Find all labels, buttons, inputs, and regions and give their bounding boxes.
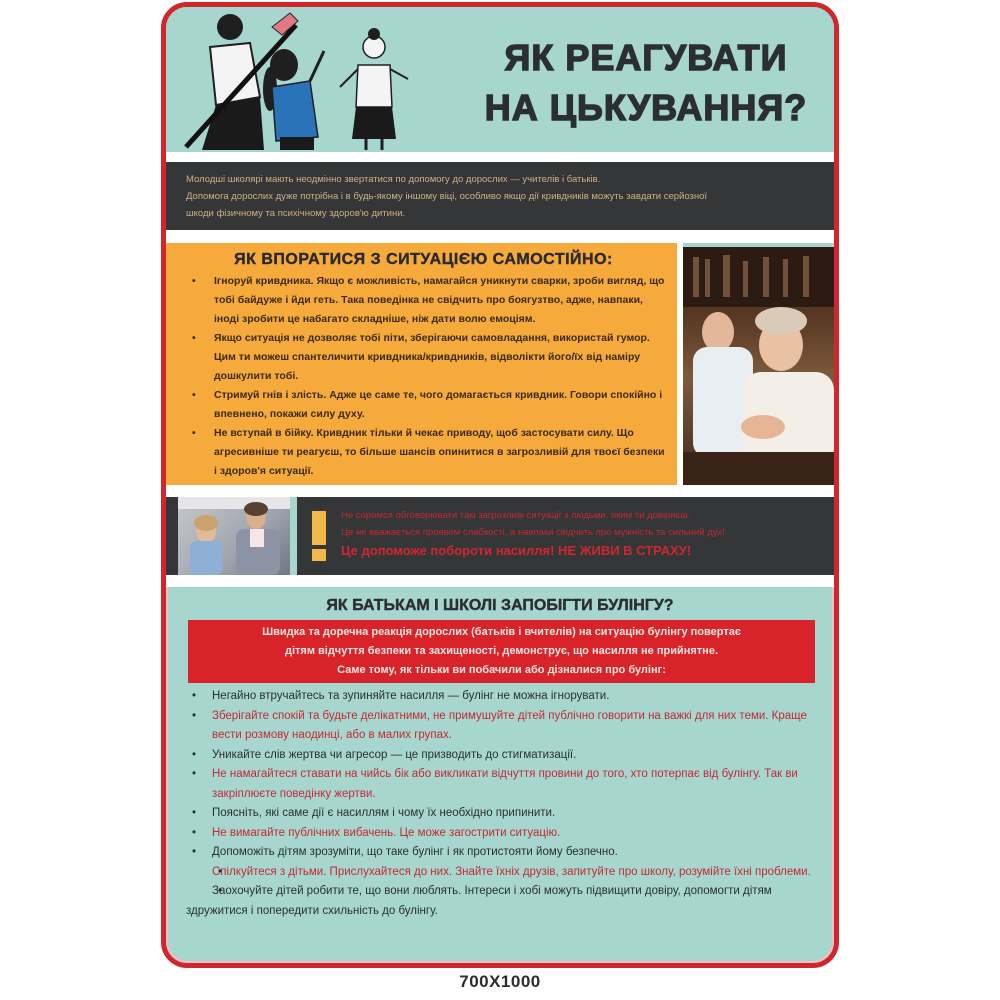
list-item: • Ігноруй кривдника. Якщо є можливість, намагайся уникнути сварки, зроби вигляд, що тобі байдуже і йди геть. Така поведінка не свідчить про боягузтво, адже, навпаки, іноді зробити це набагато складніше, ніж дати волю емоціям.	[178, 272, 669, 329]
bullying-illustration-icon	[172, 7, 442, 150]
callout-line: Швидка та доречна реакція дорослих (батьків і вчителів) на ситуацію булінгу повертає	[262, 626, 741, 638]
list-item: • Допоможіть дітям зрозуміти, що таке булінг і як протистояти йому безпечно.	[166, 843, 834, 863]
selfhelp-section	[166, 243, 677, 485]
list-item: • Поясніть, які саме дії є насиллям і чому їх необхідно припинити.	[166, 804, 834, 824]
poster	[161, 2, 839, 968]
header	[166, 7, 834, 152]
divider	[166, 230, 834, 243]
warning-line: Це не вважається проявом слабкості, а навпаки свідчить про мужність та сильний дух!	[341, 527, 725, 538]
page-title	[471, 33, 821, 133]
divider	[166, 575, 834, 587]
title-line-1: ЯК РЕАГУВАТИ	[504, 37, 788, 78]
list-item: • Зберігайте спокій та будьте делікатними, не примушуйте дітей публічно говорити на важкі для них теми. Краще вести розмову наодинці, або в малих групах.	[166, 707, 834, 746]
list-item: • Негайно втручайтесь та зупиняйте насилля — булінг не можна ігнорувати.	[166, 687, 834, 707]
list-item: • Не вступай в бійку. Кривдник тільки й чекає приводу, щоб застосувати силу. Що агресивніше ти реагуєш, то більше шансів опинитися в загрозливій для твоєї безпеки і здоров'я ситуації.	[178, 424, 669, 481]
parents-title: ЯК БАТЬКАМ І ШКОЛІ ЗАПОБІГТИ БУЛІНГУ?	[326, 597, 674, 614]
selfhelp-list	[178, 272, 669, 481]
list-item: • Не вимагайте публічних вибачень. Це може загострити ситуацію.	[166, 824, 834, 844]
warning-callout: Це допоможе побороти насилля! НЕ ЖИВИ В СТРАХУ!	[341, 543, 692, 558]
callout-line: Саме тому, як тільки ви побачили або дізналися про булінг:	[337, 664, 666, 676]
warning-box	[297, 497, 834, 575]
intro-line: шкоди фізичному та психічному здоров'ю дитини.	[186, 208, 406, 219]
list-item: • Заохочуйте дітей робити те, що вони люблять. Інтереси і хобі можуть підвищити довіру, допомогти дітям здружитися і попередити схильність до булінгу.	[166, 882, 834, 921]
list-item: • Якщо ситуація не дозволяє тобі піти, зберігаючи самовладання, використай гумор. Цим ти можеш спантеличити кривдника/кривдників, відволікти його/їх від наміру дошкулити тобі.	[178, 329, 669, 386]
photo-placeholder-icon	[178, 497, 290, 575]
intro-line: Допомога дорослих дуже потрібна і в будь-якому іншому віці, особливо якщо дії кривдників можуть завдати серйозної	[186, 191, 708, 202]
divider	[166, 485, 834, 497]
parents-list	[166, 687, 834, 921]
list-item: • Не намагайтеся ставати на чийсь бік або викликати відчуття провини до того, хто потерпає від булінгу. Так ви закріплюєте поведінку жертви.	[166, 765, 834, 804]
parents-callout	[188, 620, 815, 683]
parent-comforting-child-photo	[178, 497, 290, 575]
list-item: • Уникайте слів жертва чи агресор — це призводить до стигматизації.	[166, 746, 834, 766]
divider	[166, 152, 834, 162]
exclamation-icon	[312, 511, 326, 561]
frightened-children-photo	[683, 247, 834, 485]
photo-placeholder-icon	[683, 247, 834, 485]
list-item: • Стримуй гнів і злість. Адже це саме те, чого домагається кривдник. Говори спокійно і впевнено, покажи силу духу.	[178, 386, 669, 424]
selfhelp-title: ЯК ВПОРАТИСЯ З СИТУАЦІЄЮ САМОСТІЙНО:	[234, 251, 613, 268]
size-label: 700X1000	[459, 972, 541, 991]
title-line-2: НА ЦЬКУВАННЯ?	[484, 87, 808, 128]
intro-box	[166, 162, 834, 230]
intro-line: Молодші школярі мають неодмінно звертатися по допомогу до дорослих — учителів і батьків.	[186, 174, 601, 185]
list-item: • Спілкуйтеся з дітьми. Прислухайтеся до них. Знайте їхніх друзів, запитуйте про школу, розумійте їхні проблеми.	[166, 863, 834, 883]
callout-line: дітям відчуття безпеки та захищеності, демонструє, що насилля не прийнятне.	[284, 645, 719, 657]
warning-line: Не соромся обговорювати такі загрозливі ситуації з людьми, яким ти довіряєш.	[341, 510, 691, 521]
warn-edge	[166, 497, 178, 575]
